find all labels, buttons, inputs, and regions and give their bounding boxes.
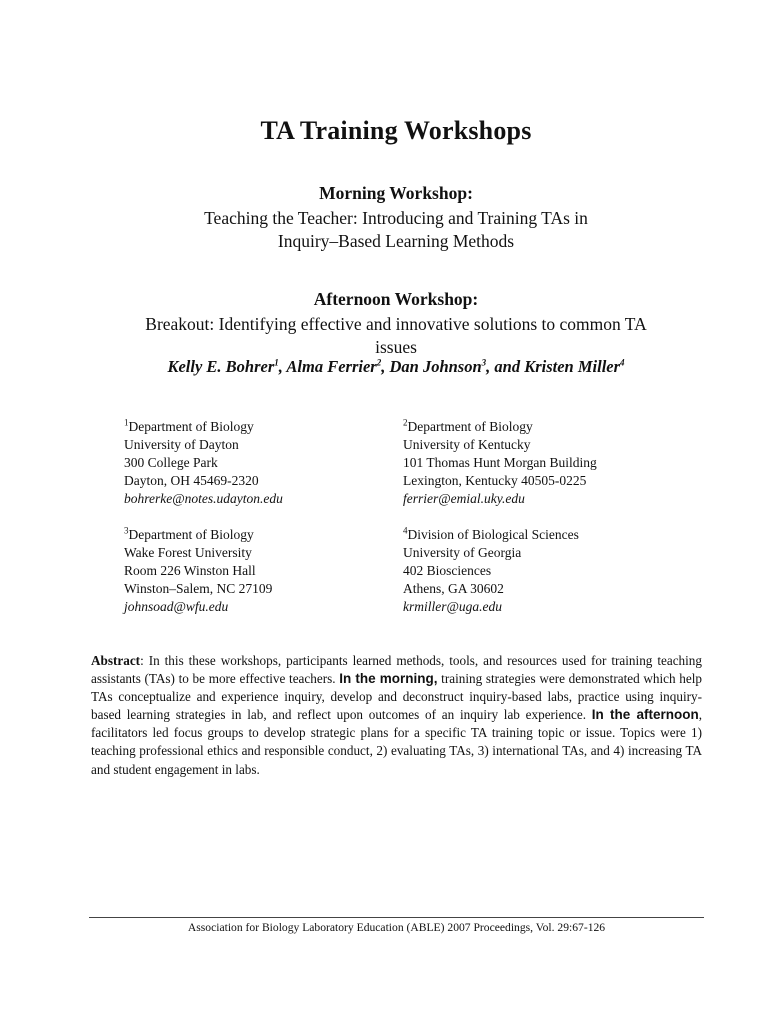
affiliation-department: Division of Biological Sciences xyxy=(407,527,579,542)
affiliation-block-4 xyxy=(403,526,653,616)
affiliation-department: Department of Biology xyxy=(407,419,533,434)
footer-citation: Association for Biology Laboratory Education (ABLE) 2007 Proceedings, Vol. 29:67-126 xyxy=(187,921,606,934)
author-separator: , xyxy=(278,357,287,376)
page-title: TA Training Workshops xyxy=(260,116,532,145)
author-name: Dan Johnson xyxy=(389,357,482,376)
abstract-emphasis-morning: In the morning, xyxy=(339,671,438,687)
author-superscript: 1 xyxy=(274,357,279,368)
abstract-label: Abstract xyxy=(91,653,141,668)
author-separator: , and xyxy=(486,357,525,376)
afternoon-workshop-line-2: issues xyxy=(375,337,417,357)
affiliation-block-3 xyxy=(124,526,374,616)
morning-workshop-heading: Morning Workshop: xyxy=(319,183,473,203)
affiliation-address-line-1: 402 Biosciences xyxy=(403,563,492,578)
affiliation-email: johnsoad@wfu.edu xyxy=(124,599,229,614)
author-separator: , xyxy=(381,357,390,376)
author-list xyxy=(0,357,770,377)
abstract-text-3: , facilitators led focus groups to develop strategic plans for a specific TA training topic or issue. Topics were 1) teaching professional ethics and responsible conduct, 2) evaluating TAs, 3) international TAs, and 4) increasing TA and student engagement in labs. xyxy=(91,707,702,777)
abstract-paragraph xyxy=(91,652,702,779)
author-name: Alma Ferrier xyxy=(286,357,377,376)
affiliation-block-2 xyxy=(403,418,653,508)
affiliation-address-line-1: 300 College Park xyxy=(124,455,218,470)
morning-workshop-line-1: Teaching the Teacher: Introducing and Training TAs in xyxy=(204,208,588,228)
affiliation-address-line-1: 101 Thomas Hunt Morgan Building xyxy=(403,455,597,470)
affiliation-organization: University of Dayton xyxy=(124,437,239,452)
affiliation-block-1 xyxy=(124,418,374,508)
author-superscript: 2 xyxy=(376,357,382,368)
morning-workshop-line-2: Inquiry–Based Learning Methods xyxy=(277,231,515,251)
author-name: Kelly E. Bohrer xyxy=(167,357,275,376)
author-name: Kristen Miller xyxy=(524,357,621,376)
affiliation-superscript: 2 xyxy=(403,417,408,428)
affiliation-address-line-2: Lexington, Kentucky 40505-0225 xyxy=(403,473,587,488)
affiliation-department: Department of Biology xyxy=(128,527,254,542)
abstract-emphasis-afternoon: In the afternoon xyxy=(591,707,699,723)
afternoon-workshop-heading: Afternoon Workshop: xyxy=(313,289,479,309)
affiliation-address-line-2: Winston–Salem, NC 27109 xyxy=(124,581,273,596)
abstract-text-1: In this these workshops, participants learned methods, tools, and resources used for training teaching assistants (TAs) to be more effective teachers. xyxy=(91,653,702,687)
footer-divider xyxy=(89,917,704,918)
affiliation-superscript: 4 xyxy=(403,525,408,536)
affiliation-superscript: 1 xyxy=(124,417,129,428)
affiliation-email: bohrerke@notes.udayton.edu xyxy=(124,491,283,506)
affiliation-email: ferrier@emial.uky.edu xyxy=(403,491,525,506)
afternoon-workshop-line-1: Breakout: Identifying effective and innovative solutions to common TA xyxy=(145,314,647,334)
affiliation-address-line-1: Room 226 Winston Hall xyxy=(124,563,256,578)
affiliation-organization: Wake Forest University xyxy=(124,545,252,560)
abstract-colon: : xyxy=(140,653,144,668)
affiliation-organization: University of Kentucky xyxy=(403,437,531,452)
affiliation-address-line-2: Dayton, OH 45469-2320 xyxy=(124,473,259,488)
author-superscript: 3 xyxy=(481,357,487,368)
affiliation-organization: University of Georgia xyxy=(403,545,522,560)
abstract-text-2: training strategies were demonstrated which help TAs conceptualize and experience inquiry, develop and deconstruct inquiry-based labs, practice using inquiry-based learning strategies in lab, and reflect upon outcomes of an inquiry lab experience. xyxy=(91,671,702,723)
affiliation-superscript: 3 xyxy=(124,525,129,536)
affiliation-email: krmiller@uga.edu xyxy=(403,599,503,614)
affiliation-department: Department of Biology xyxy=(128,419,254,434)
affiliation-address-line-2: Athens, GA 30602 xyxy=(403,581,504,596)
author-superscript: 4 xyxy=(620,357,625,368)
